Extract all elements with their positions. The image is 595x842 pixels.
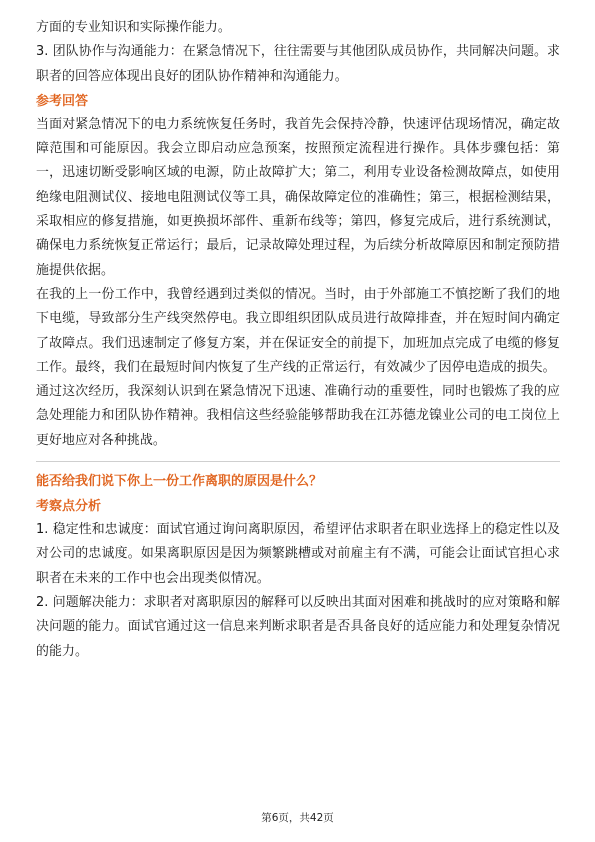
section-heading-analysis: 考察点分析 bbox=[36, 499, 102, 515]
answer-paragraph-experience: 在我的上一份工作中，我曾经遇到过类似的情况。当时，由于外部施工不慎挖断了我们的地下电缆，导致部分生产线突然停电。我立即组织团队成员进行故障排查，并在短时间内确定了故障点。我们迅速制定了修复方案，并在保证安全的前提下，加班加点完成了电缆的修复工作。最终，我们在最短时间内恢复了生产线的正常运行，有效减少了因停电造成的损失。 bbox=[36, 286, 560, 375]
page-number: 第6页，共42页 bbox=[261, 812, 334, 824]
criteria-item-problem-solving: 2. 问题解决能力：求职者对离职原因的解释可以反映出其面对困难和挑战时的应对策略和解决问题的能力。面试官通过这一信息来判断求职者是否具备良好的适应能力和处理复杂情况的能力。 bbox=[36, 594, 560, 659]
interview-question: 能否给我们说下你上一份工作离职的原因是什么？ bbox=[36, 474, 323, 490]
section-divider bbox=[36, 461, 560, 462]
section-heading-reference-answer: 参考回答 bbox=[36, 93, 89, 109]
answer-paragraph-steps: 当面对紧急情况下的电力系统恢复任务时，我首先会保持冷静，快速评估现场情况，确定故障范围和可能原因。我会立即启动应急预案，按照预定流程进行操作。具体步骤包括：第一，迅速切断受影响区域的电源，防止故障扩大；第二，利用专业设备检测故障点，如使用绝缘电阻测试仪、接地电阻测试仪等工具，确保故障定位的准确性；第三，根据检测结果，采取相应的修复措施，如更换损坏部件、重新布线等；第四，修复完成后，进行系统测试，确保电力系统恢复正常运行；最后，记录故障处理过程，为后续分析故障原因和制定预防措施提供依据。 bbox=[36, 116, 560, 278]
criteria-item-teamwork: 3. 团队协作与沟通能力：在紧急情况下，往往需要与其他团队成员协作，共同解决问题。求职者的回答应体现出良好的团队协作精神和沟通能力。 bbox=[36, 44, 560, 84]
criteria-item-stability: 1. 稳定性和忠诚度：面试官通过询问离职原因，希望评估求职者在职业选择上的稳定性以及对公司的忠诚度。如果离职原因是因为频繁跳槽或对前雇主有不满，可能会让面试官担心求职者在未来的工作中也会出现类似情况。 bbox=[36, 522, 560, 586]
answer-paragraph-conclusion: 通过这次经历，我深刻认识到在紧急情况下迅速、准确行动的重要性，同时也锻炼了我的应急处理能力和团队协作精神。我相信这些经验能够帮助我在江苏德龙镍业公司的电工岗位上更好地应对各种挑战。 bbox=[36, 384, 560, 448]
document-page bbox=[36, 16, 560, 664]
text-paragraph: 方面的专业知识和实际操作能力。 bbox=[36, 20, 231, 35]
